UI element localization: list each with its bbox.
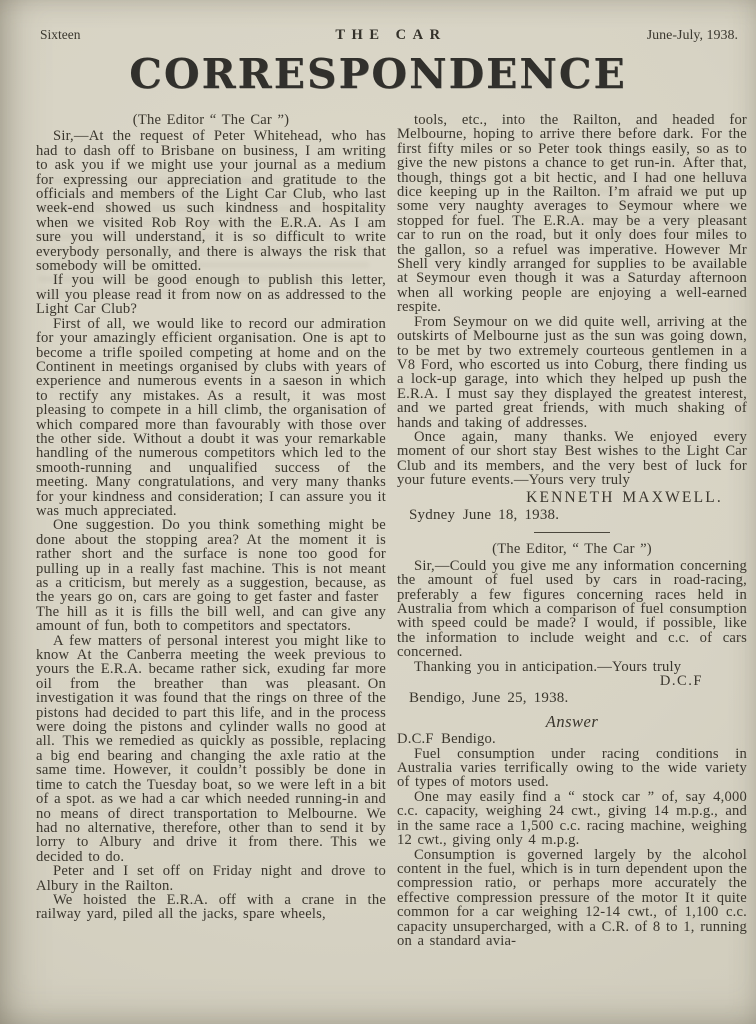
left-column bbox=[36, 113, 386, 1017]
section-divider bbox=[534, 532, 610, 533]
answer-addressee: D.C.F Bendigo. bbox=[397, 731, 496, 748]
letter-paragraph: Sir,—Could you give me any information concerning the amount of fuel used by cars in road-racing, preferably a few figures concerning races held in Australia from which a comparison of fuel consumption with speed could be made? I would, if possible, like the information to include weight and c.c. of cars concerned. bbox=[397, 557, 747, 661]
masthead bbox=[40, 27, 738, 44]
journal-title: THE CAR bbox=[335, 27, 447, 43]
letter-salutation: (The Editor “ The Car ”) bbox=[132, 113, 290, 128]
letter-paragraph: We hoisted the E.R.A. off with a crane in the railway yard, piled all the jacks, spare wheels, bbox=[36, 891, 386, 923]
answer-heading: Answer bbox=[545, 711, 599, 731]
answer-paragraph: One may easily find a “ stock car ” of, say 4,000 c.c. capacity, weighing 24 cwt., giving 14 m.p.g., and in the same race a 1,500 c.c. racing machine, weighing 12 cwt., giving only 4 m.p.g. bbox=[397, 788, 747, 849]
letter-paragraph: Once again, many thanks. We enjoyed every moment of our short stay Best wishes to the Light Car Club and its members, and the very best of luck for your future events.—Yours very truly bbox=[397, 428, 747, 489]
letter-paragraph: If you will be good enough to publish this letter, will you please read it from now on as addressed to the Light Car Club? bbox=[36, 272, 386, 318]
letter-salutation: (The Editor, “ The Car ”) bbox=[492, 541, 652, 558]
answer-paragraph: Fuel consumption under racing conditions in Australia varies terrifically owing to the wide variety of types of motors used. bbox=[397, 745, 747, 791]
letter-signature: D.C.F bbox=[659, 673, 703, 690]
letter-signature: KENNETH MAXWELL. bbox=[526, 488, 723, 506]
letter-paragraph: tools, etc., into the Railton, and headed for Melbourne, hoping to arrive there before dark. For the first fifty miles or so Peter took things easily, so as to give the new pistons a chance to get run-in. After that, though, things got a bit hectic, and I had one helluva dice keeping up in the Railton. I’m afraid we put up some very naughty averages to Seymour where we stopped for fuel. The E.R.A. may be a very pleasant car to run on the road, but it only does four miles to the gallon, so a refuel was imperative. However Mr Shell very kindly arranged for supplies to be available at Seymour even though it was a Saturday afternoon when all working people are enjoying a well-earned respite. bbox=[397, 113, 747, 316]
article-columns bbox=[36, 113, 748, 1017]
answer-paragraph: Consumption is governed largely by the alcohol content in the fuel, which is in turn dependent upon the compression ratio, or perhaps more accurately the effective compression pressure of the motor It it quite common for a car weighing 12-14 cwt., of 1,100 c.c. capacity unsupercharged, with a C.R. of 8 to 1, running on a standard avia- bbox=[397, 846, 747, 949]
page-number-label: Sixteen bbox=[40, 27, 81, 42]
letter-paragraph: A few matters of personal interest you might like to know At the Canberra meeting the week previous to yours the E.R.A. became rather sick, exuding far more oil from the breather than was pleasant. On investigation it was found that the rings on three of the pistons had decided to part this life, and in the process were doing the pistons and cylinder walls no good at all. This we remedied as quickly as possible, replacing a big end bearing and changing the axle ratio at the same time. However, it couldn’t possibly be done in time to catch the Tuesday boat, so we were left in a bit of a spot. as we had a car which needed running-in and no means of direct transportation to Melbourne. We had no alternative, therefore, other than to send it by lorry to Albury and drive it from there. This we decided to do. bbox=[36, 632, 386, 865]
issue-date: June-July, 1938. bbox=[646, 28, 738, 43]
letter-paragraph: Thanking you in anticipation.—Yours truly bbox=[414, 658, 682, 675]
page-title: CORRESPONDENCE bbox=[129, 50, 627, 98]
letter-paragraph: First of all, we would like to record our admiration for your amazingly efficient organisation. One is apt to become a trifle spoiled competing at home and on the Continent in meetings organised by clubs with years of experience and numerous events in a saeson in which to rectify any mistakes. As a result, it was most pleasing to compete in a hill climb, the organisation of which compared more than favourably with those over the other side. Without a doubt it was your remarkable handling of the numerous competitors which led to the smooth-running and unqualified success of the meeting. Many congratulations, and very many thanks for your kindness and consideration; I can assure you it was much appreciated. bbox=[36, 315, 386, 519]
letter-paragraph: From Seymour on we did quite well, arriving at the outskirts of Melbourne just as the sun was going down, to be met by two extremely courteous gentlemen in a V8 Ford, who escorted us into Coburg, there finding us a lock-up garage, into which they helped up push the E.R.A. I must say they displayed the greatest interest, and we parted great friends, with much shaking of hands and taking of addresses. bbox=[397, 313, 747, 431]
letter-paragraph: Sir,—At the request of Peter Whitehead, who has had to dash off to Brisbane on business, I am writing to ask you if we might use your journal as a medium for expressing our appreciation and gratitude to the officials and members of the Light Car Club, who last week-end showed us such kindness and hospitality when we visited Rob Roy with the E.R.A. As I am sure you will understand, it is so difficult to write everybody personally, and there is always the risk that somebody will be omitted. bbox=[36, 128, 386, 275]
right-column bbox=[397, 113, 747, 1017]
letter-paragraph: One suggestion. Do you think something might be done about the stopping area? At the moment it is rather short and the surface is none too good for pulling up in a really fast machine. This is not meant as a criticism, but merely as a suggestion, because, as the years go on, cars are going to get faster and faster The hill as it is fills the bill well, and can give any amount of fun, both to competitors and spectators. bbox=[36, 517, 386, 635]
letter-paragraph: Peter and I set off on Friday night and drove to Albury in the Railton. bbox=[36, 863, 386, 894]
letter-place-date: Sydney June 18, 1938. bbox=[409, 506, 560, 523]
letter-place-date: Bendigo, June 25, 1938. bbox=[409, 690, 569, 707]
